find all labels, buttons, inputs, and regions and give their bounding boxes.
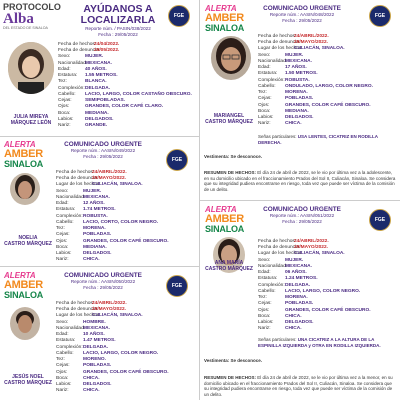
fge-seal-icon: FGE: [166, 149, 188, 171]
report-header: [48, 141, 158, 159]
alerta-amber-logo: ALERTA AMBER SINALOA: [4, 271, 44, 300]
distinguishing-marks: Señas particulares: USA LENTES, CICATRIZ EN RODILLA DERECHA.: [258, 134, 378, 145]
distinguishing-marks: Señas particulares: UNA CICATRIZ A LA ALTURA DE LA ESPINILLA IZQUIERDA y OTRA EN RODILLA IZQUIERDA.: [258, 337, 381, 348]
report-number: Reporte núm.: AASIN/050/2022: [70, 279, 136, 284]
alert-title: AYÚDANOS A LOCALIZARLA: [80, 3, 156, 27]
person-details: Fecha de hechos: 24/ABRIL/2022. Fecha de denuncia: 29/MAYO/2022. Lugar de los hechos: CULIACÁN, SINALOA. Sexo: HOMBRE. Nacionalidad: MEXICANA. Edad: 10 AÑOS. Estatura: 1.47 METROS. Complexión: DELGADA. Cabello: LACIO, LARGO, COLOR NEGRO. Tez: MORENO. Cejas: POBLADAS. Ojos: GRANDES, COLOR CAFÉ OBSCURO. Boca: CHICA. Labios: DELGADOS. Nariz: CHICA.: [56, 301, 169, 394]
case-summary: RESUMEN DE HECHOS: El día 24 de abril de 2022, se le vio por última vez a la adolescente, en su domicilio ubicado en el fraccionamiento Prados del Sol II, Culiacán, Sinaloa. Se considera que su integridad pudiera encontrarse en riesgo, toda vez que puede ser víctima de la comisión de un delito.: [204, 170, 396, 192]
person-name: JULIA MIREYA MÁRQUEZ LEÓN: [10, 114, 52, 126]
report-date: Fecha : 29/05/2022: [282, 17, 322, 23]
protocolo-alba-logo: PROTOCOLO Alba DEL ESTADO DE SINALOA: [3, 2, 61, 30]
clothing-info: Vestimenta: Se desconoce.: [204, 358, 263, 363]
fge-seal-icon: FGE: [369, 209, 391, 231]
alert-card-jesus-noel: [0, 267, 198, 400]
missing-person-photo: [10, 173, 40, 205]
alert-card-ana-maria: [201, 201, 400, 400]
person-details: Fecha de hechos: 24/ABRIL/2022. Fecha de denuncia: 29/MAYO/2022. Lugar de los hechos: CULIACÁN, SINALOA. Sexo: MUJER. Nacionalidad: MEXICANA. Edad: 12 AÑOS. Estatura: 1.74 METROS. Complexión: ROBUSTA. Cabello: LACIO, CORTO, COLOR NEGRO. Tez: MORENA. Cejas: POBLADAS. Ojos: GRANDES, COLOR CAFÉ OBSCURO. Boca: MEDIANA. Labios: DELGADOS. Nariz: CHICA.: [56, 170, 169, 263]
person-name: JESÚS NOEL CASTRO MÁRQUEZ: [4, 374, 52, 386]
clothing-info: Vestimenta: Se desconoce.: [204, 154, 263, 159]
person-name: MARIANGEL CASTRO MÁRQUEZ: [205, 113, 253, 125]
person-details: Fecha de hechos: 24/ABRIL/2022. Fecha de denuncia: 29/MAYO/2022. Lugar de los hechos: CULIACÁN, SINALOA. Sexo: MUJER. Nacionalidad: MEXICANA. Edad: 06 AÑOS. Estatura: 1.24 METROS. Complexión: DELGADA. Cabello: LACIO, LARGO, COLOR NEGRO. Tez: MORENA. Cejas: POBLADAS. Ojos: GRANDES, COLOR CAFÉ OBSCURO. Boca: CHICA. Labios: DELGADOS. Nariz: CHICA.: [258, 239, 371, 332]
alerta-amber-logo: ALERTA AMBER SINALOA: [4, 140, 44, 169]
report-number: Reporte núm. / PASIN/038/2022: [85, 26, 151, 31]
missing-person-photo: [211, 36, 251, 80]
report-header: [247, 5, 357, 23]
fge-seal-icon: FGE: [369, 5, 391, 27]
report-header: [68, 26, 168, 37]
alert-card-noelia: [0, 137, 198, 265]
alert-card-mariangel: [201, 0, 400, 199]
alert-title: COMUNICADO URGENTE: [64, 141, 142, 148]
report-number: Reporte núm.: AASIN/048/2022: [269, 12, 335, 17]
fge-seal-icon: FGE: [166, 275, 188, 297]
alerta-amber-logo: ALERTA AMBER SINALOA: [205, 205, 245, 234]
report-date: Fecha : 29/05/2022: [98, 31, 138, 37]
alert-title: COMUNICADO URGENTE: [263, 206, 341, 213]
report-number: Reporte núm.: AASIN/051/2022: [269, 213, 335, 218]
missing-person-photo: [8, 42, 54, 94]
report-date: Fecha : 29/05/2022: [83, 284, 123, 290]
report-header: [48, 272, 158, 290]
report-number: Reporte núm.: AASIN/049/2022: [70, 148, 136, 153]
report-date: Fecha : 29/05/2022: [282, 218, 322, 224]
missing-person-photo: [10, 307, 40, 340]
report-date: Fecha : 29/05/2022: [83, 153, 123, 159]
alert-title: COMUNICADO URGENTE: [64, 272, 142, 279]
fge-seal-icon: FGE: [168, 5, 190, 27]
person-details: Fecha de hechos: 24/04/2022. Fecha de denuncia: 29/05/2022. Sexo: MUJER. Nacionalidad: MEXICANA. Edad: 40 AÑOS. Estatura: 1.55 METROS. Tez: BLANCA. Complexión: DELGADA. Cabello: LACIO, LARGO, COLOR CASTAÑO OBSCURO. Cejas: SEMIPOBLADAS. Ojos: GRANDES, COLOR CAFÉ CLARO. Boca: MEDIANA. Labios: DELGADOS. Nariz: GRANDE.: [58, 42, 192, 129]
case-summary: RESUMEN DE HECHOS: El día 24 de abril de 2022, se le vio por última vez a la menor, en su domicilio ubicado en el fraccionamiento Prados del Sol II, Culiacán, Sinaloa. Se considera que su integridad pudiera encontrarse en riesgo, toda vez que puede ser víctima de la comisión de un delito.: [204, 375, 393, 397]
alert-title: COMUNICADO URGENTE: [263, 5, 341, 12]
alerta-amber-logo: ALERTA AMBER SINALOA: [205, 4, 245, 33]
report-header: [247, 206, 357, 224]
person-name: ANA MARÍA CASTRO MÁRQUEZ: [205, 260, 253, 272]
alert-card-julia: [0, 0, 198, 135]
person-details: Fecha de hechos: 24/ABRIL/2022. Fecha de denuncia: 29/MAYO/2022. Lugar de los hechos: CULIACÁN, SINALOA. Sexo: MUJER. Nacionalidad: MEXICANA. Edad: 17 AÑOS. Estatura: 1.50 METROS. Complexión: ROBUSTA. Cabello: ONDULADO, LARGO, COLOR NEGRO. Tez: MORENA. Cejas: POBLADAS. Ojos: GRANDES, COLOR CAFÉ OBSCURO. Boca: MEDIANA. Labios: DELGADOS. Nariz: CHICA.: [258, 34, 373, 127]
person-name: NOELIA CASTRO MÁRQUEZ: [4, 235, 52, 247]
